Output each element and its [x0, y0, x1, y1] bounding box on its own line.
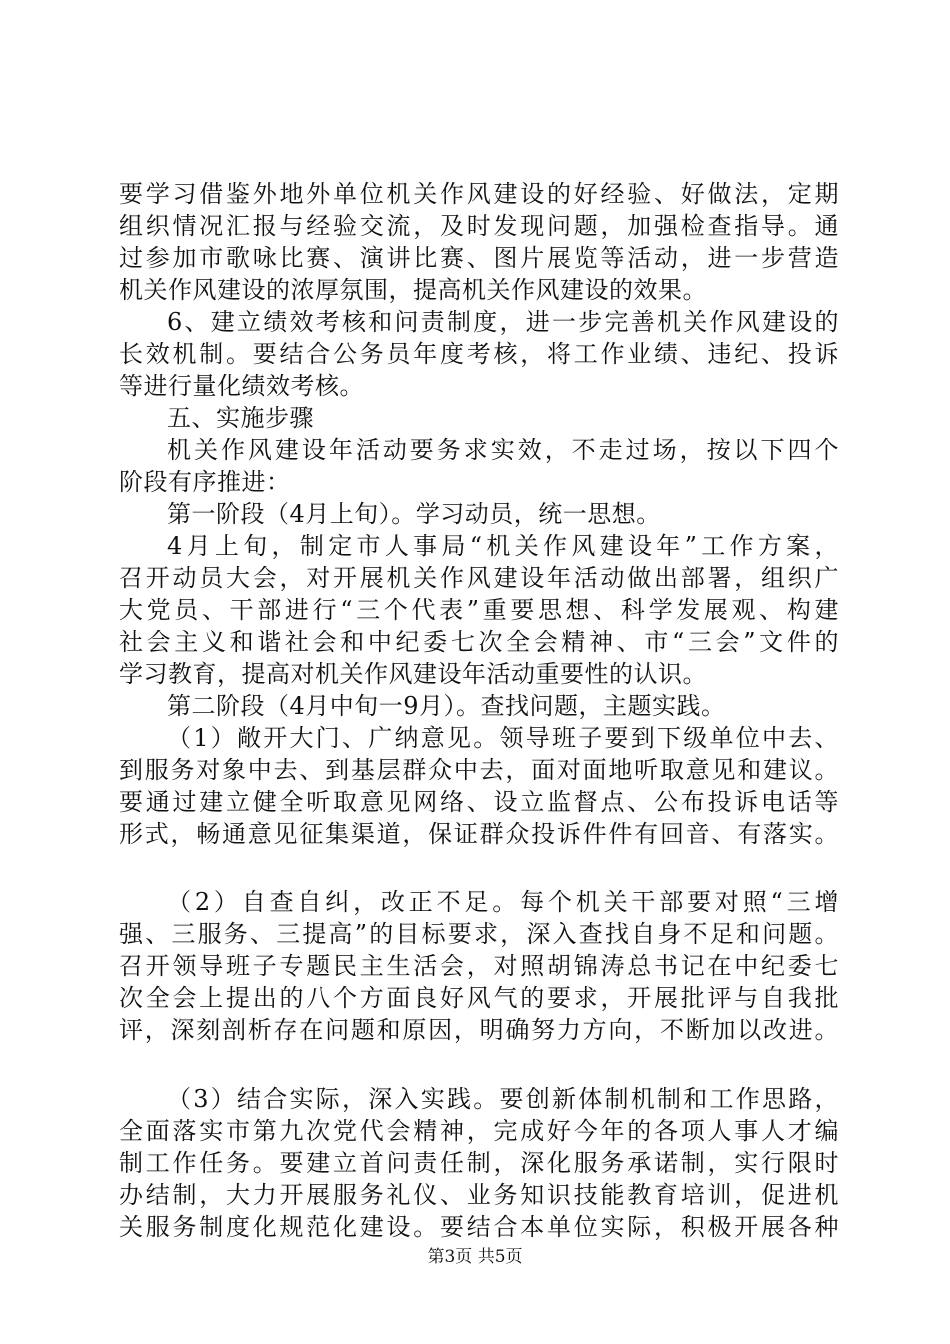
text-line: 过参加市歌咏比赛、演讲比赛、图片展览等活动，进一步营造	[119, 244, 839, 272]
text-line: 要通过建立健全听取意见网络、设立监督点、公布投诉电话等	[119, 788, 839, 816]
text-line: 机关作风建设年活动要务求实效，不走过场，按以下四个	[167, 436, 839, 464]
text-line: 长效机制。要结合公务员年度考核，将工作业绩、违纪、投诉	[119, 340, 839, 368]
page-number: 第3页 共5页	[427, 1247, 523, 1267]
text-line: 大党员、干部进行“三个代表”重要思想、科学发展观、构建	[119, 596, 839, 624]
text-line: （3）结合实际，深入实践。要创新体制机制和工作思路，	[167, 1085, 839, 1113]
text-line: 形式，畅通意见征集渠道，保证群众投诉件件有回音、有落实。	[119, 820, 839, 848]
text-line: 办结制，大力开展服务礼仪、业务知识技能教育培训，促进机	[119, 1181, 839, 1209]
text-line: 4月上旬，制定市人事局“机关作风建设年”工作方案，	[167, 532, 839, 560]
text-line: 召开动员大会，对开展机关作风建设年活动做出部署，组织广	[119, 564, 839, 592]
text-line: 次全会上提出的八个方面良好风气的要求，开展批评与自我批	[119, 984, 839, 1012]
section-heading: 五、实施步骤	[167, 404, 314, 432]
text-line: 到服务对象中去、到基层群众中去，面对面地听取意见和建议。	[119, 756, 839, 784]
text-line: 要学习借鉴外地外单位机关作风建设的好经验、好做法，定期	[119, 180, 839, 208]
text-line: 阶段有序推进：	[119, 468, 291, 496]
text-line: 6、建立绩效考核和问责制度，进一步完善机关作风建设的	[167, 308, 839, 336]
text-line: （2）自查自纠，改正不足。每个机关干部要对照“三增	[167, 888, 839, 916]
text-line: 制工作任务。要建立首问责任制，深化服务承诺制，实行限时	[119, 1149, 839, 1177]
stage-heading: 第二阶段（4月中旬一9月）。查找问题，主题实践。	[167, 692, 726, 720]
text-line: （1）敞开大门、广纳意见。领导班子要到下级单位中去、	[167, 724, 839, 752]
text-line: 学习教育，提高对机关作风建设年活动重要性的认识。	[119, 660, 707, 688]
text-line: 机关作风建设的浓厚氛围，提高机关作风建设的效果。	[119, 276, 707, 304]
text-line: 评，深刻剖析存在问题和原因，明确努力方向，不断加以改进。	[119, 1016, 839, 1044]
stage-heading: 第一阶段（4月上旬）。学习动员，统一思想。	[167, 500, 661, 528]
text-line: 全面落实市第九次党代会精神，完成好今年的各项人事人才编	[119, 1117, 839, 1145]
text-line: 组织情况汇报与经验交流，及时发现问题，加强检查指导。通	[119, 212, 839, 240]
text-line: 关服务制度化规范化建设。要结合本单位实际，积极开展各种	[119, 1213, 839, 1241]
text-line: 社会主义和谐社会和中纪委七次全会精神、市“三会”文件的	[119, 628, 839, 656]
text-line: 强、三服务、三提高”的目标要求，深入查找自身不足和问题。	[119, 920, 839, 948]
text-line: 召开领导班子专题民主生活会，对照胡锦涛总书记在中纪委七	[119, 952, 839, 980]
text-line: 等进行量化绩效考核。	[119, 372, 364, 400]
